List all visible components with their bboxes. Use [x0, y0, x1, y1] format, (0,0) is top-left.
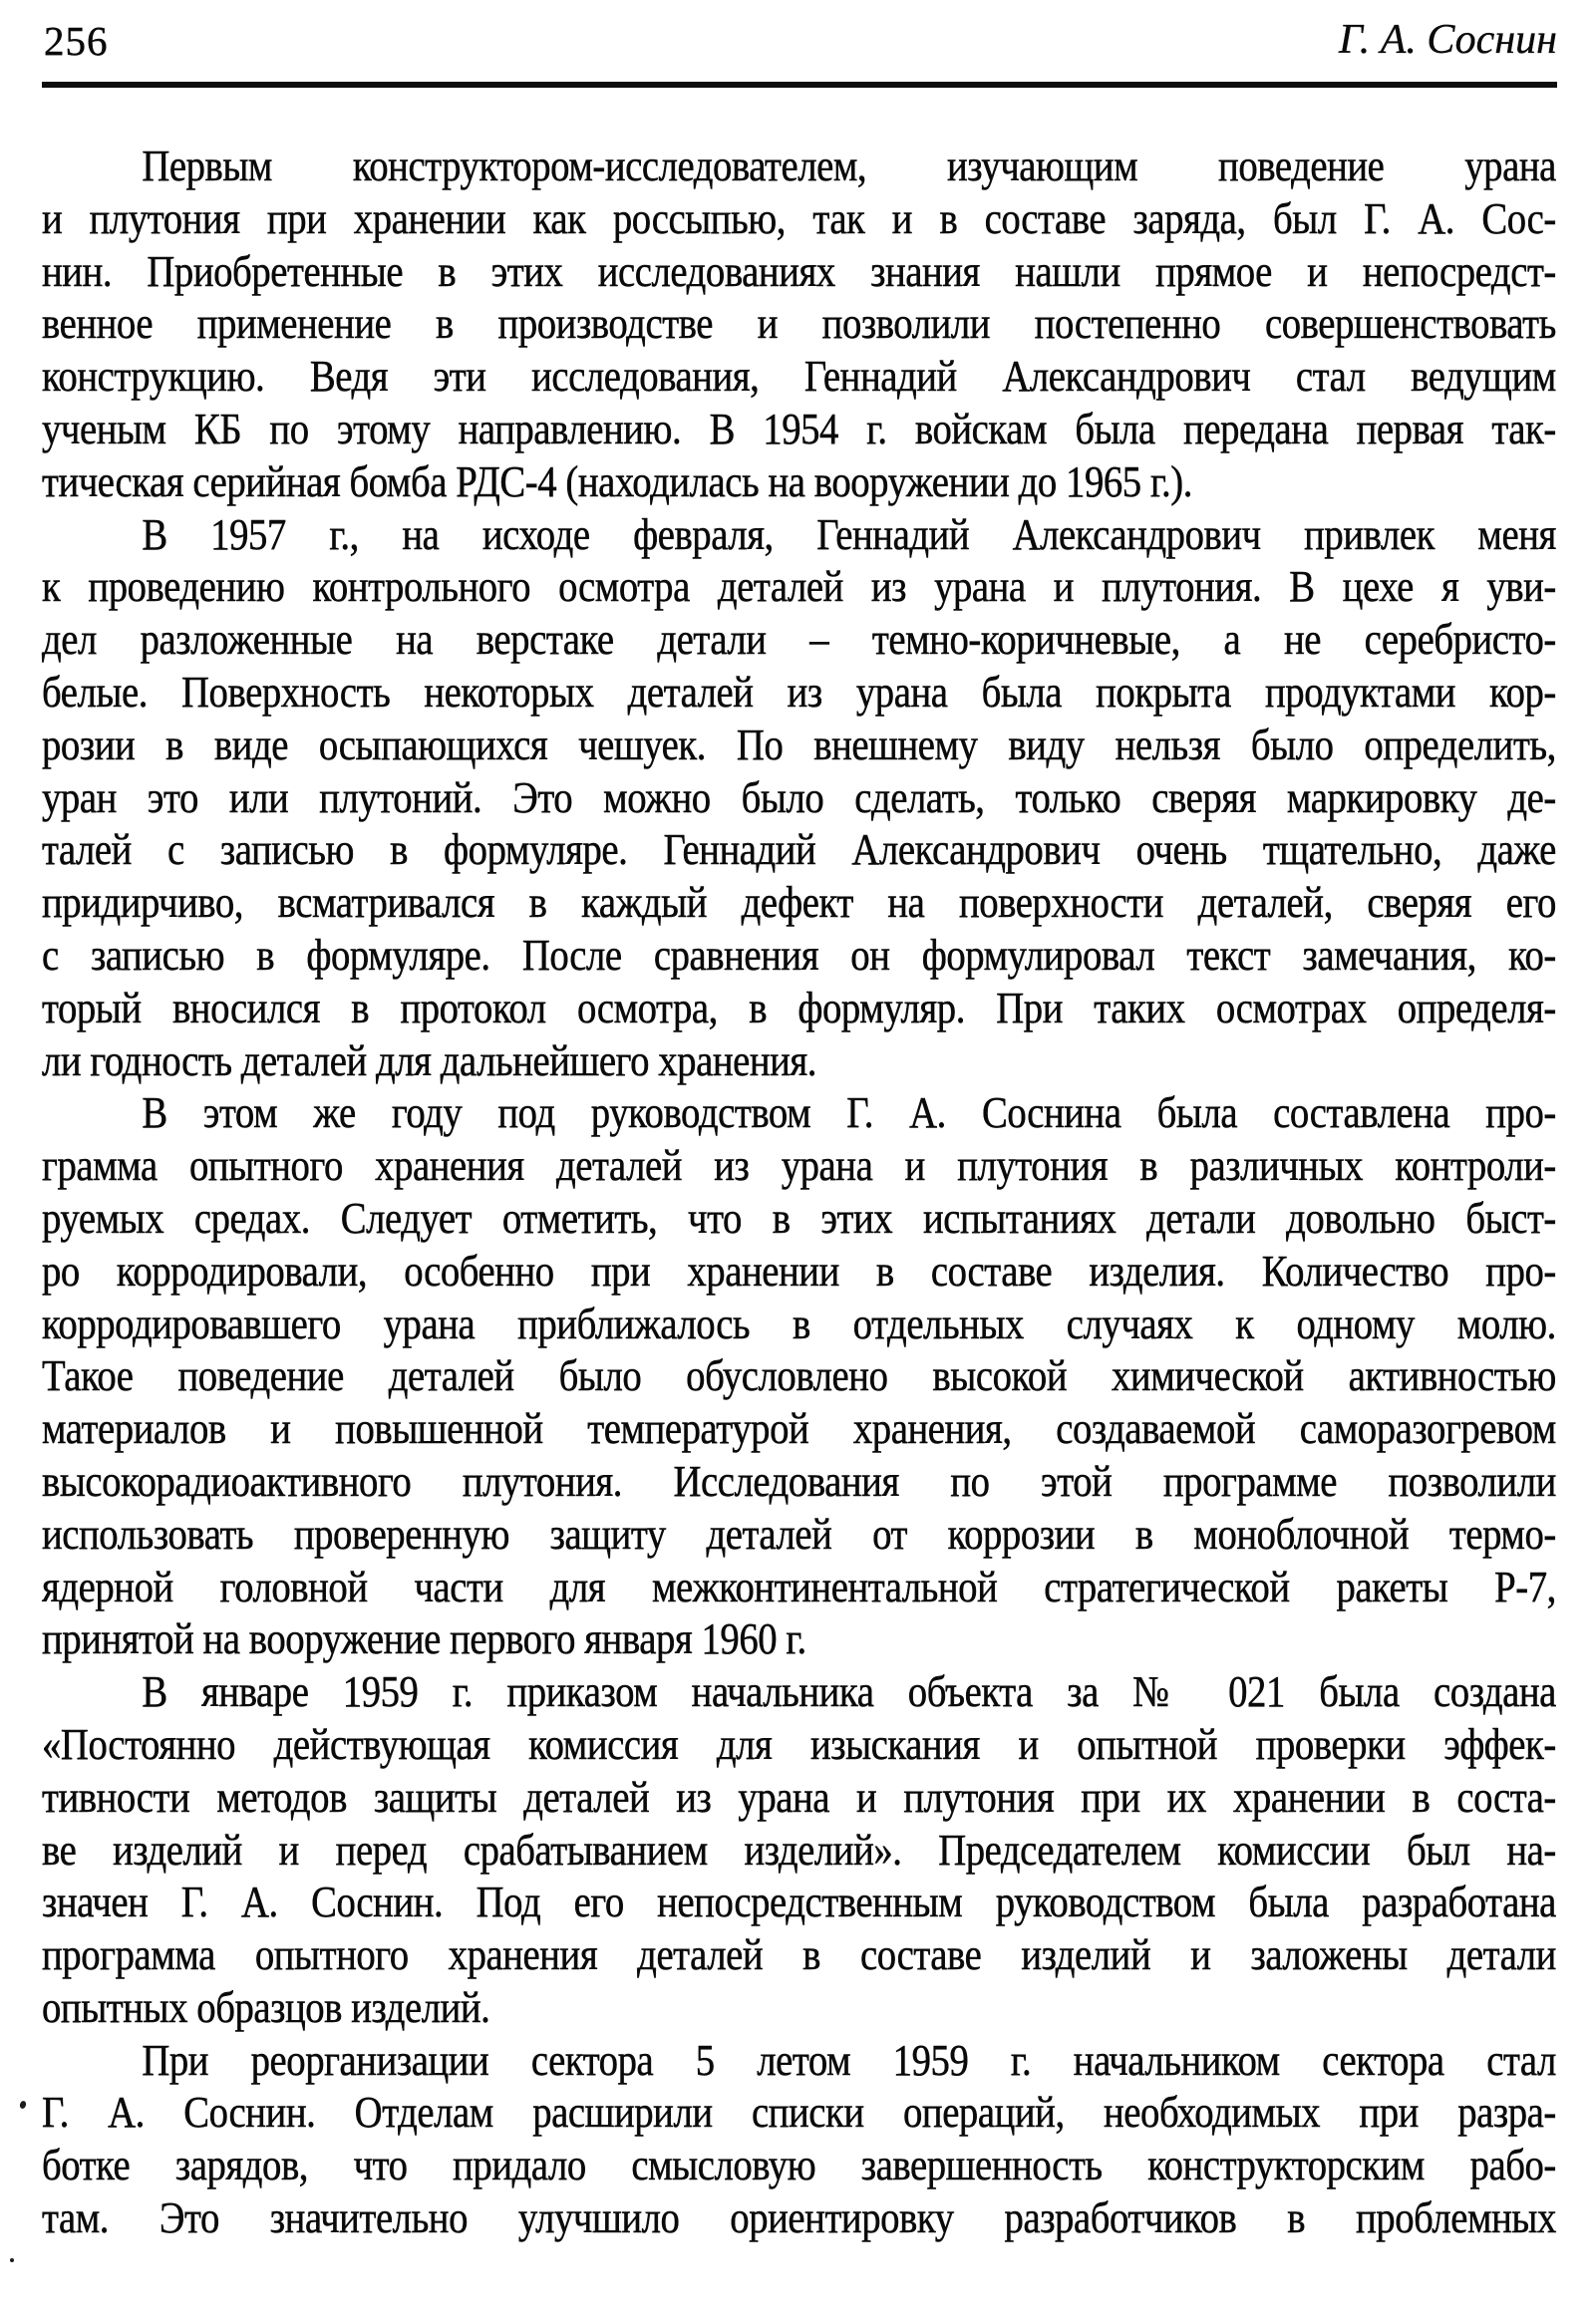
text-line: программа опытного хранения деталей в составе изделий и заложены детали [42, 1930, 1556, 1980]
scan-artifact [19, 2100, 27, 2109]
text-line: дел разложенные на верстаке детали – темно-коричневые, а не серебристо- [42, 615, 1556, 665]
text-line: значен Г. А. Соснин. Под его непосредственным руководством была разработана [42, 1878, 1556, 1927]
text-line: ботке зарядов, что придало смысловую завершенность конструкторским рабо- [42, 2141, 1556, 2190]
text-line: придирчиво, всматривался в каждый дефект на поверхности деталей, сверяя его [42, 878, 1556, 928]
text-line: высокорадиоактивного плутония. Исследования по этой программе позволили [42, 1456, 1556, 1506]
text-line: конструкцию. Ведя эти исследования, Геннадий Александрович стал ведущим [42, 352, 1556, 402]
text-line: ли годность деталей для дальнейшего хранения. [42, 1035, 817, 1085]
text-line: корродировавшего урана приближалось в отдельных случаях к одному молю. [42, 1299, 1556, 1348]
text-line: уран это или плутоний. Это можно было сделать, только сверяя маркировку де- [42, 772, 1556, 822]
text-line: грамма опытного хранения деталей из урана и плутония в различных контроли- [42, 1141, 1556, 1191]
page-body [42, 141, 1556, 2245]
text-line: тивности методов защиты деталей из урана и плутония при их хранении в соста- [42, 1772, 1556, 1822]
text-line: принятой на вооружение первого января 1960 г. [42, 1614, 806, 1664]
text-line: опытных образцов изделий. [42, 1982, 490, 2032]
page-number: 256 [44, 18, 109, 64]
text-line: тическая серийная бомба РДС-4 (находилась на вооружении до 1965 г.). [42, 456, 1192, 506]
text-line: В январе 1959 г. приказом начальника объекта за № 021 была создана [142, 1667, 1556, 1717]
text-line: венное применение в производстве и позволили постепенно совершенствовать [42, 299, 1556, 349]
text-line: В этом же году под руководством Г. А. Соснина была составлена про- [142, 1088, 1556, 1138]
text-line: и плутония при хранении как россыпью, так и в составе заряда, был Г. А. Сос- [42, 193, 1556, 243]
text-line: талей с записью в формуляре. Геннадий Александрович очень тщательно, даже [42, 825, 1556, 875]
text-line: ученым КБ по этому направлению. В 1954 г. войскам была передана первая так- [42, 404, 1556, 453]
text-line: нин. Приобретенные в этих исследованиях знания нашли прямое и непосредст- [42, 246, 1556, 296]
text-line: В 1957 г., на исходе февраля, Геннадий Александрович привлек меня [142, 509, 1556, 559]
text-line: При реорганизации сектора 5 летом 1959 г. начальником сектора стал [142, 2035, 1556, 2085]
text-line: использовать проверенную защиту деталей от коррозии в моноблочной термо- [42, 1509, 1556, 1559]
text-line: розии в виде осыпающихся чешуек. По внешнему виду нельзя было определить, [42, 720, 1556, 769]
header-rule [42, 82, 1557, 88]
text-line: к проведению контрольного осмотра деталей из урана и плутония. В цехе я уви- [42, 562, 1556, 612]
running-head: Г. А. Соснин [1338, 17, 1557, 63]
text-line: ве изделий и перед срабатыванием изделий». Председателем комиссии был на- [42, 1825, 1556, 1875]
text-line: Г. А. Соснин. Отделам расширили списки операций, необходимых при разра- [42, 2088, 1556, 2138]
text-line: с записью в формуляре. После сравнения он формулировал текст замечания, ко- [42, 930, 1556, 980]
text-line: Первым конструктором-исследователем, изучающим поведение урана [142, 142, 1556, 190]
text-line: там. Это значительно улучшило ориентировку разработчиков в проблемных [42, 2193, 1556, 2243]
text-line: торый вносился в протокол осмотра, в формуляр. При таких осмотрах определя- [42, 983, 1556, 1032]
text-line: ядерной головной части для межконтинентальной стратегической ракеты Р-7, [42, 1562, 1556, 1611]
text-line: «Постоянно действующая комиссия для изыскания и опытной проверки эффек- [42, 1719, 1556, 1769]
text-line: руемых средах. Следует отметить, что в этих испытаниях детали довольно быст- [42, 1193, 1556, 1243]
text-line: белые. Поверхность некоторых деталей из урана была покрыта продуктами кор- [42, 667, 1556, 717]
scan-artifact [10, 2258, 14, 2262]
text-line: Такое поведение деталей было обусловлено высокой химической активностью [42, 1351, 1556, 1401]
text-line: ро корродировали, особенно при хранении в составе изделия. Количество про- [42, 1246, 1556, 1296]
text-line: материалов и повышенной температурой хранения, создаваемой саморазогревом [42, 1404, 1556, 1454]
